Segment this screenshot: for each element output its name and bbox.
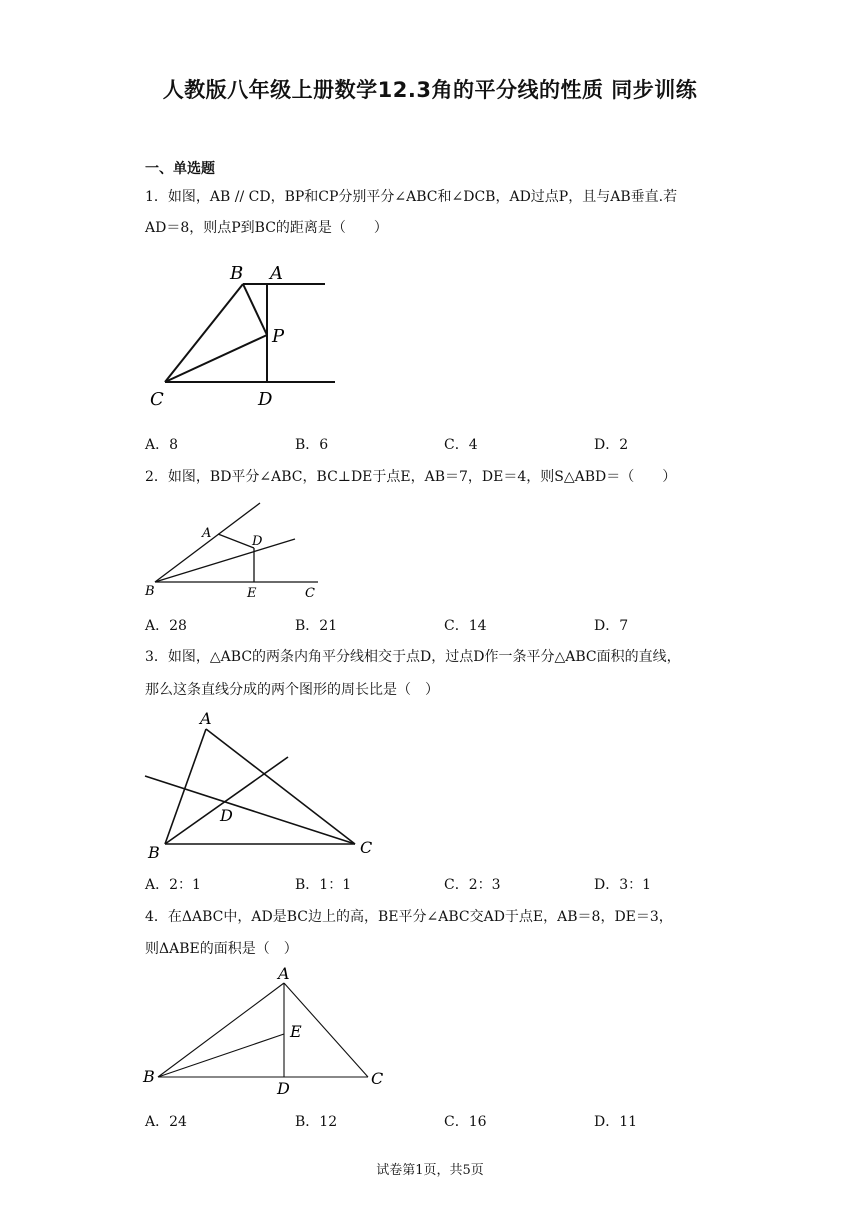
label-b: B [145, 584, 155, 599]
label-b: B [230, 263, 244, 284]
side-ac [206, 729, 355, 844]
label-d: D [252, 534, 263, 549]
question-4-figure [140, 965, 400, 1100]
bisector-from-b [165, 757, 288, 844]
question-4-options [145, 1111, 745, 1131]
side-ab [165, 729, 206, 844]
question-2-options [145, 615, 745, 635]
segment-cp [165, 335, 267, 382]
question-1-figure [140, 255, 350, 415]
question-2-figure [140, 495, 340, 605]
side-ab [158, 983, 284, 1077]
segment-ad [218, 534, 254, 548]
question-2-stem: 2．如图，BD平分∠ABC，BC⊥DE于点E，AB＝7，DE＝4，则S△ABD＝（ ） [145, 469, 677, 485]
option-a[interactable]: A．28 [145, 618, 187, 634]
question-1-stem-line2: AD＝8，则点P到BC的距离是（ ） [145, 220, 388, 236]
question-3-figure [140, 705, 380, 865]
label-c: C [360, 838, 373, 857]
question-3-stem-line1: 3．如图，△ABC的两条内角平分线相交于点D，过点D作一条平分△ABC面积的直线， [145, 649, 681, 665]
question-4-stem-line1: 4．在ΔABC中，AD是BC边上的高，BE平分∠ABC交AD于点E，AB＝8，DE＝3， [145, 909, 673, 925]
label-e: E [290, 1022, 302, 1041]
label-a: A [200, 709, 212, 728]
question-1-options [145, 434, 745, 454]
option-a[interactable]: A．8 [145, 437, 179, 453]
ray-ba [155, 503, 260, 582]
option-a[interactable]: A．2：1 [145, 877, 201, 893]
label-e: E [247, 586, 257, 601]
label-a: A [278, 965, 290, 983]
label-d: D [277, 1079, 290, 1098]
question-3-options [145, 874, 745, 894]
option-d[interactable]: D．11 [594, 1114, 638, 1130]
segment-bc [165, 284, 243, 382]
option-c[interactable]: C．2：3 [444, 877, 501, 893]
option-d[interactable]: D．2 [594, 437, 629, 453]
option-b[interactable]: B．6 [295, 437, 329, 453]
option-c[interactable]: C．4 [444, 437, 478, 453]
label-c: C [371, 1069, 384, 1088]
label-a: A [270, 263, 283, 284]
bisector-be [158, 1034, 284, 1077]
label-p: P [272, 326, 285, 347]
page-footer: 试卷第1页，共5页 [376, 1163, 484, 1178]
question-4-stem-line2: 则ΔABE的面积是（ ） [145, 941, 298, 957]
label-c: C [150, 389, 164, 410]
label-c: C [305, 586, 315, 601]
option-b[interactable]: B．21 [295, 618, 338, 634]
question-1-stem-line1: 1．如图，AB // CD，BP和CP分别平分∠ABC和∠DCB，AD过点P，且与AB垂直.若 [145, 189, 678, 205]
option-c[interactable]: C．14 [444, 618, 487, 634]
option-b[interactable]: B．1：1 [295, 877, 352, 893]
segment-bp [243, 284, 267, 335]
label-b: B [148, 843, 160, 862]
page-title: 人教版八年级上册数学12.3角的平分线的性质 同步训练 [162, 78, 698, 102]
option-d[interactable]: D．3：1 [594, 877, 652, 893]
option-a[interactable]: A．24 [145, 1114, 187, 1130]
question-3-stem-line2: 那么这条直线分成的两个图形的周长比是（ ） [145, 682, 439, 698]
label-a: A [202, 526, 212, 541]
option-d[interactable]: D．7 [594, 618, 629, 634]
ray-bd [155, 539, 295, 582]
label-d: D [258, 389, 273, 410]
label-d: D [220, 806, 233, 825]
option-c[interactable]: C．16 [444, 1114, 487, 1130]
section-heading: 一、单选题 [145, 161, 215, 177]
option-b[interactable]: B．12 [295, 1114, 338, 1130]
label-b: B [143, 1067, 155, 1086]
